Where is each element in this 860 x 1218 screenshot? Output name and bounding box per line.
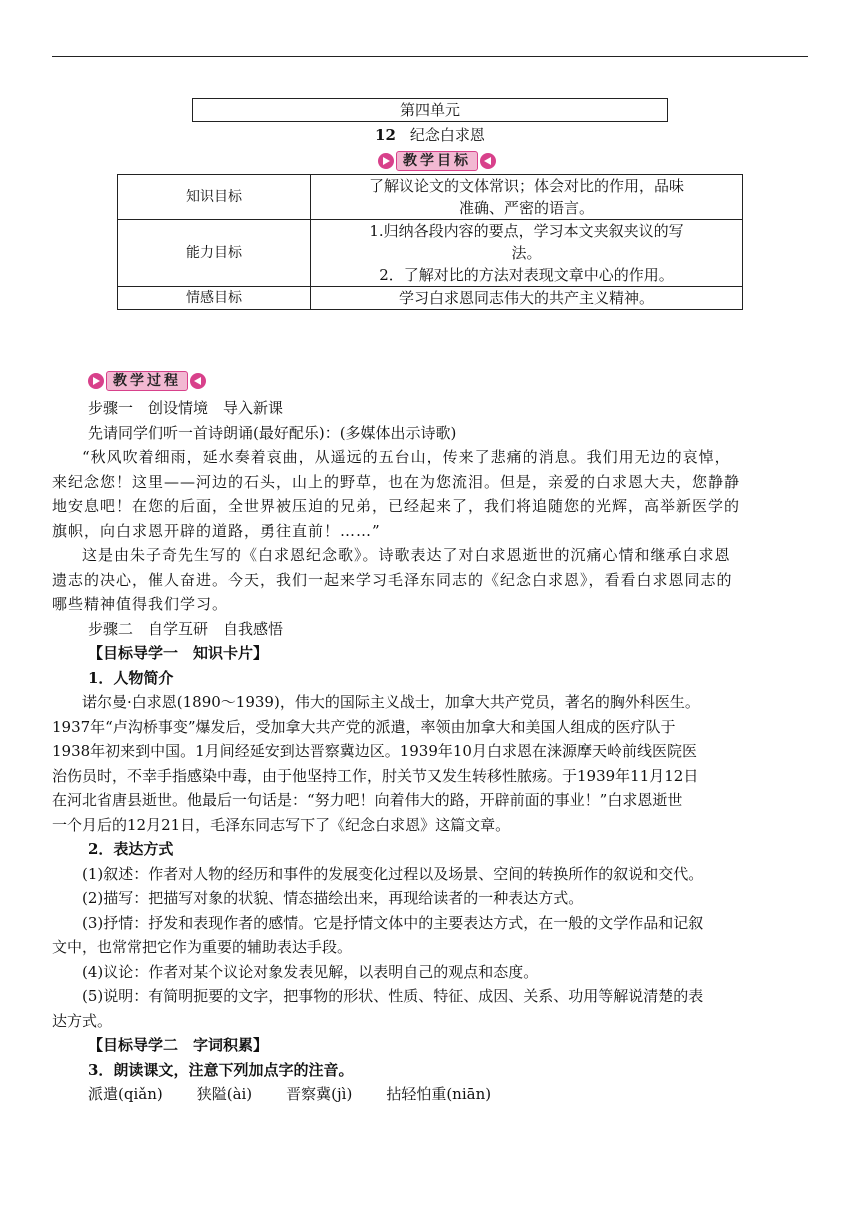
- step-heading: 步骤二 自学互研 自我感悟: [88, 619, 284, 638]
- list-item: (2)描写：把描写对象的状貌、情态描绘出来，再现给读者的一种表达方式。: [82, 889, 584, 907]
- unit-title: 第四单元: [192, 98, 668, 122]
- objectives-banner-label: 教学目标: [396, 151, 478, 171]
- objective-line: 1.归纳各段内容的要点，学习本文夹叙夹议的写: [369, 222, 684, 240]
- paragraph: 在河北省唐县逝世。他最后一句话是：“努力吧！向着伟大的路，开辟前面的事业！”白求恩逝世: [52, 791, 683, 809]
- paragraph: 这是由朱子奇先生写的《白求恩纪念歌》。诗歌表达了对白求恩逝世的沉痛心情和继承白求恩: [82, 546, 731, 564]
- paragraph: 1937年“卢沟桥事变”爆发后，受加拿大共产党的派遣，率领由加拿大和美国人组成的医疗队于: [52, 717, 676, 736]
- pronunciation-item: 晋察冀(jì): [286, 1085, 353, 1103]
- pronunciation-item: 狭隘(ài): [196, 1085, 253, 1103]
- objective-content: [311, 175, 743, 220]
- poem-line: 旗帜，向白求恩开辟的道路，勇往直前！……”: [52, 521, 381, 540]
- list-item: (4)议论：作者对某个议论对象发表见解，以表明自己的观点和态度。: [82, 962, 539, 981]
- paragraph: 先请同学们听一首诗朗诵(最好配乐)：(多媒体出示诗歌): [88, 423, 457, 442]
- objective-line: 了解议论文的文体常识；体会对比的作用，品味: [368, 177, 684, 195]
- section-heading: 【目标导学一 知识卡片】: [88, 644, 269, 662]
- process-banner: [88, 370, 206, 392]
- step-heading: 步骤一 创设情境 导入新课: [88, 399, 284, 417]
- paragraph: 1938年初来到中国。1月间经延安到达晋察冀边区。1939年10月白求恩在涞源摩天岭前线医院医: [52, 742, 697, 760]
- objective-line: 2．了解对比的方法对表现文章中心的作用。: [379, 266, 674, 284]
- list-item: (5)说明：有简明扼要的文字，把事物的形状、性质、特征、成因、关系、功用等解说清楚的表: [82, 987, 704, 1005]
- pronunciation-item: 拈轻怕重(niān): [386, 1085, 492, 1103]
- objective-label: 能力目标: [118, 220, 311, 287]
- objective-content: [311, 287, 743, 310]
- subheading: 3．朗读课文，注意下列加点字的注音。: [88, 1060, 354, 1079]
- objective-label: 情感目标: [118, 287, 311, 310]
- arrow-right-icon: [88, 373, 104, 389]
- arrow-right-icon: [378, 153, 394, 169]
- section-heading: 【目标导学二 字词积累】: [88, 1036, 269, 1054]
- paragraph: 哪些精神值得我们学习。: [52, 595, 229, 613]
- poem-line: 地安息吧！在您的后面，全世界被压迫的兄弟，已经起来了，我们将追随您的光辉，高举新医学的: [52, 497, 741, 515]
- objective-line: 法。: [511, 244, 542, 262]
- table-row: [118, 287, 743, 310]
- subheading: 2．表达方式: [88, 840, 174, 858]
- list-item: (1)叙述：作者对人物的经历和事件的发展变化过程以及场景、空间的转换所作的叙说和交代。: [82, 864, 704, 883]
- table-row: [118, 175, 743, 220]
- poem-line: “秋风吹着细雨，延水奏着哀曲，从遥远的五台山，传来了悲痛的消息。我们用无边的哀悼，: [82, 448, 731, 466]
- objectives-banner: [378, 150, 496, 172]
- paragraph: 治伤员时，不幸手指感染中毒，由于他坚持工作，肘关节又发生转移性脓疡。于1939年11月12日: [52, 766, 699, 785]
- objectives-table: [117, 174, 743, 310]
- process-banner-label: 教学过程: [106, 371, 188, 391]
- list-item: (3)抒情：抒发和表现作者的感情。它是抒情文体中的主要表达方式，在一般的文学作品和记叙: [82, 913, 704, 932]
- lesson-body: [52, 396, 808, 1107]
- lesson-number: 12: [375, 126, 396, 144]
- poem-line: 来纪念您！这里——河边的石头，山上的野草，也在为您流泪。但是，亲爱的白求恩大夫，您静静: [52, 472, 741, 491]
- lesson-name: 纪念白求恩: [409, 126, 485, 144]
- objective-line: 学习白求恩同志伟大的共产主义精神。: [398, 289, 654, 307]
- objective-label: 知识目标: [118, 175, 311, 220]
- lesson-title: [0, 124, 860, 146]
- paragraph: 诺尔曼·白求恩(1890～1939)，伟大的国际主义战士，加拿大共产党员，著名的胸外科医生。: [82, 693, 700, 711]
- arrow-left-icon: [190, 373, 206, 389]
- list-item: 文中，也常常把它作为重要的辅助表达手段。: [52, 938, 353, 956]
- objective-line: 准确、严密的语言。: [458, 199, 594, 217]
- table-row: [118, 220, 743, 287]
- pronunciation-item: 派遣(qiǎn): [88, 1085, 163, 1103]
- subheading: 1．人物简介: [88, 668, 174, 687]
- arrow-left-icon: [480, 153, 496, 169]
- paragraph: 一个月后的12月21日，毛泽东同志写下了《纪念白求恩》这篇文章。: [52, 815, 511, 834]
- objective-content: [311, 220, 743, 287]
- header-rule: [52, 56, 808, 57]
- paragraph: 遗志的决心，催人奋进。今天，我们一起来学习毛泽东同志的《纪念白求恩》，看看白求恩同志的: [52, 570, 733, 589]
- pronunciation-list: [52, 1082, 808, 1107]
- list-item: 达方式。: [52, 1011, 113, 1030]
